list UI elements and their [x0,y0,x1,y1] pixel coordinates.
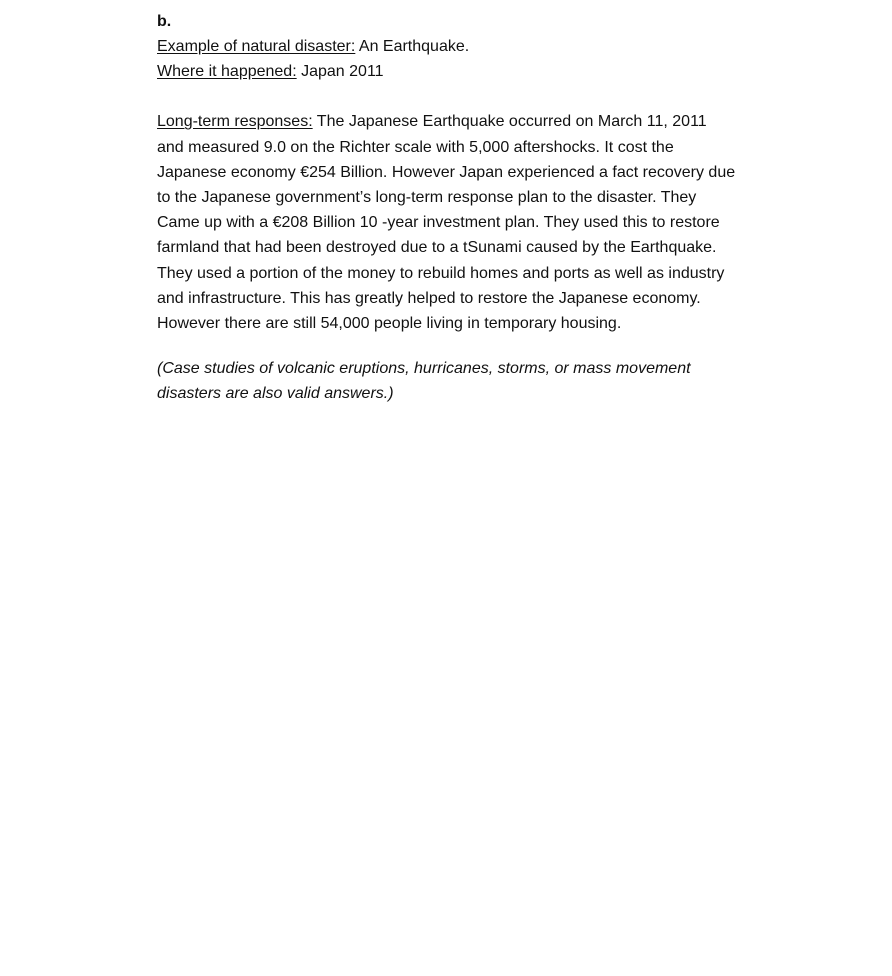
document-page [157,9,737,407]
blank-line [157,84,737,109]
location-value: Japan 2011 [296,63,384,81]
disaster-line [157,34,737,59]
responses-body: The Japanese Earthquake occurred on March 11, 2011 and measured 9.0 on the Richter scale with 5,000 aftershocks. It cost the Japanese economy €254 Billion. However Japan experienced a fact recovery due to the Japanese government’s long-term response plan to the disaster. They Came up with a €208 Billion 10 -year investment plan. They used this to restore farmland that had been destroyed due to a tSunami caused by the Earthquake. They used a portion of the money to rebuild homes and ports as well as industry and infrastructure. This has greatly helped to restore the Japanese economy. However there are still 54,000 people living in temporary housing. [157,113,736,333]
location-label: Where it happened: [157,63,297,81]
disaster-value: An Earthquake. [355,38,470,55]
location-line [157,59,737,84]
section-label: b. [157,13,172,30]
disaster-label: Example of natural disaster: [157,38,356,55]
note-paragraph: (Case studies of volcanic eruptions, hurricanes, storms, or mass movement disasters are also valid answers.) [157,360,691,403]
responses-label: Long-term responses: [157,113,313,131]
responses-paragraph [157,109,737,336]
